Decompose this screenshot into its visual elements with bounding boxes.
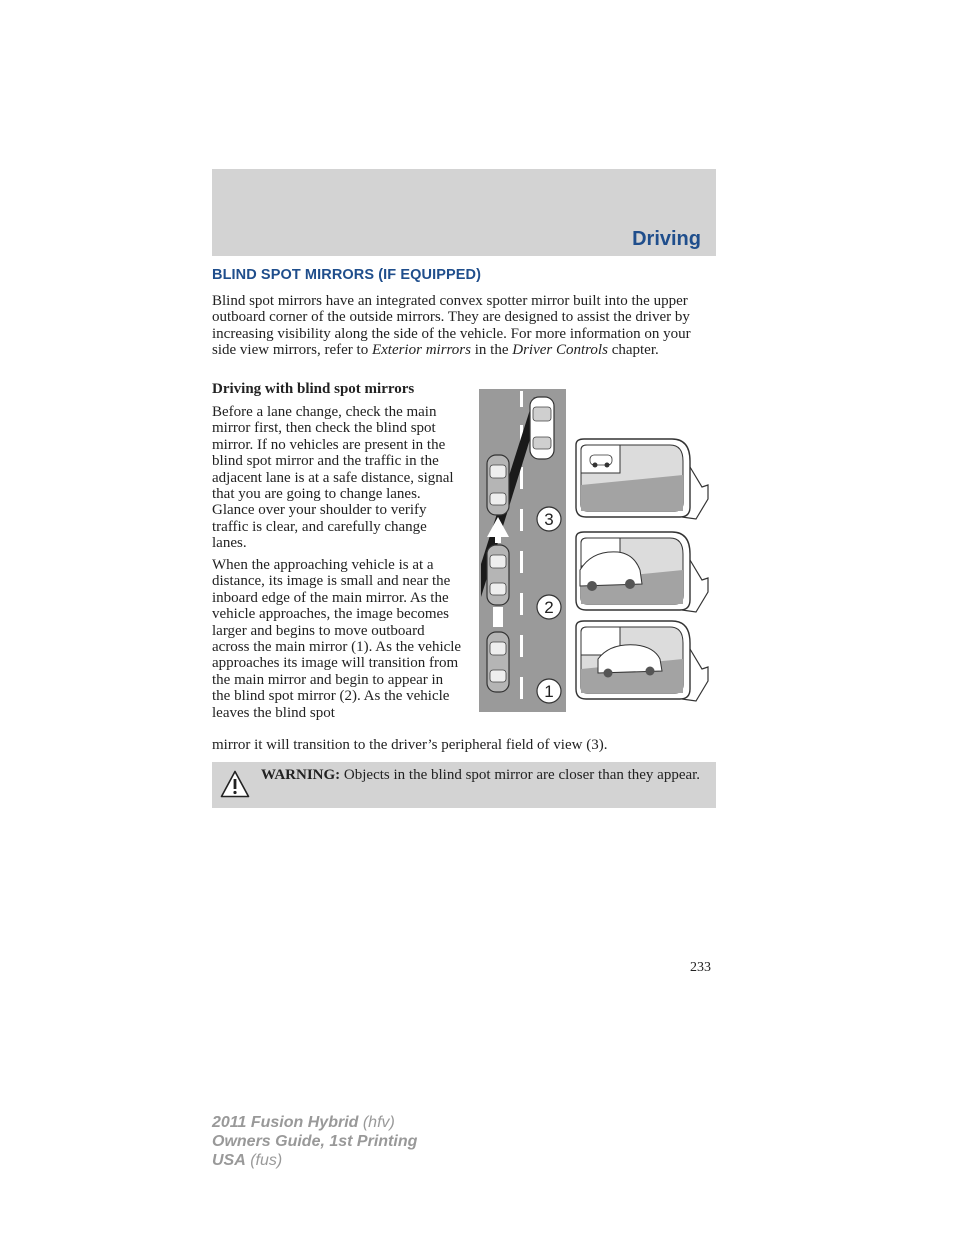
approaching-car-1: [487, 632, 509, 692]
lane-change-paragraph: Before a lane change, check the main mirror first, then check the blind spot mirror. If no vehicles are present in the blind spot mirror and the traffic in the adjacent lane is at a safe distance, signal that you are going to change lanes. Glance over your shoulder to verify traffic is clear, and carefully change lanes.: [212, 404, 454, 552]
mirror-1: [576, 621, 708, 701]
intro-paragraph: [212, 293, 716, 359]
warning-label: WARNING:: [261, 767, 341, 783]
mirror-2: [576, 532, 708, 612]
chapter-title: Driving: [632, 228, 701, 250]
driver-controls-reference: Driver Controls: [512, 342, 608, 359]
chapter-header: [212, 169, 716, 256]
exterior-mirrors-reference: Exterior mirrors: [371, 342, 471, 359]
page-number: 233: [690, 960, 711, 975]
subsection-heading: Driving with blind spot mirrors: [212, 381, 415, 397]
approaching-vehicle-paragraph: When the approaching vehicle is at a distance, its image is small and near the inboard edge of the main mirror. As the vehicle approaches, the image becomes larger and begins to move outboard across the main mirror (1). As the vehicle approaches its image will transition from the main mirror and begin to appear in the blind spot mirror (2). As the vehicle leaves the blind spot: [212, 557, 462, 721]
warning-box: [212, 762, 716, 808]
intro-text-3: chapter.: [607, 342, 659, 359]
callout-1: [537, 679, 561, 703]
svg-text:1: 1: [544, 682, 554, 701]
document-footer: [212, 1113, 417, 1170]
footer-line-3: USA (fus): [212, 1152, 283, 1169]
peripheral-view-paragraph: mirror it will transition to the driver’s peripheral field of view (3).: [212, 737, 608, 753]
svg-text:2: 2: [544, 598, 554, 617]
approaching-car-3: [487, 455, 509, 515]
callout-3: [537, 507, 561, 531]
blind-spot-diagram: [478, 389, 718, 716]
footer-line-1: 2011 Fusion Hybrid (hfv): [212, 1114, 395, 1131]
callout-2: [537, 595, 561, 619]
warning-message: Objects in the blind spot mirror are closer than they appear.: [340, 767, 701, 783]
driver-car: [530, 397, 554, 459]
svg-text:3: 3: [544, 510, 554, 529]
approaching-car-2: [487, 545, 509, 605]
intro-text-2: in the: [470, 342, 513, 359]
mirror-3: [576, 439, 708, 519]
warning-triangle-icon: [220, 770, 250, 798]
warning-text: [261, 767, 711, 783]
section-heading: BLIND SPOT MIRRORS (IF EQUIPPED): [212, 267, 482, 283]
footer-line-2: Owners Guide, 1st Printing: [212, 1133, 418, 1150]
intro-text-1: Blind spot mirrors have an integrated convex spotter mirror built into the upper outboard corner of the outside mirrors. They are designed to assist the driver by increasing visibility along the side of the vehicle. For more information on your side view mirrors, refer to: [212, 293, 691, 359]
